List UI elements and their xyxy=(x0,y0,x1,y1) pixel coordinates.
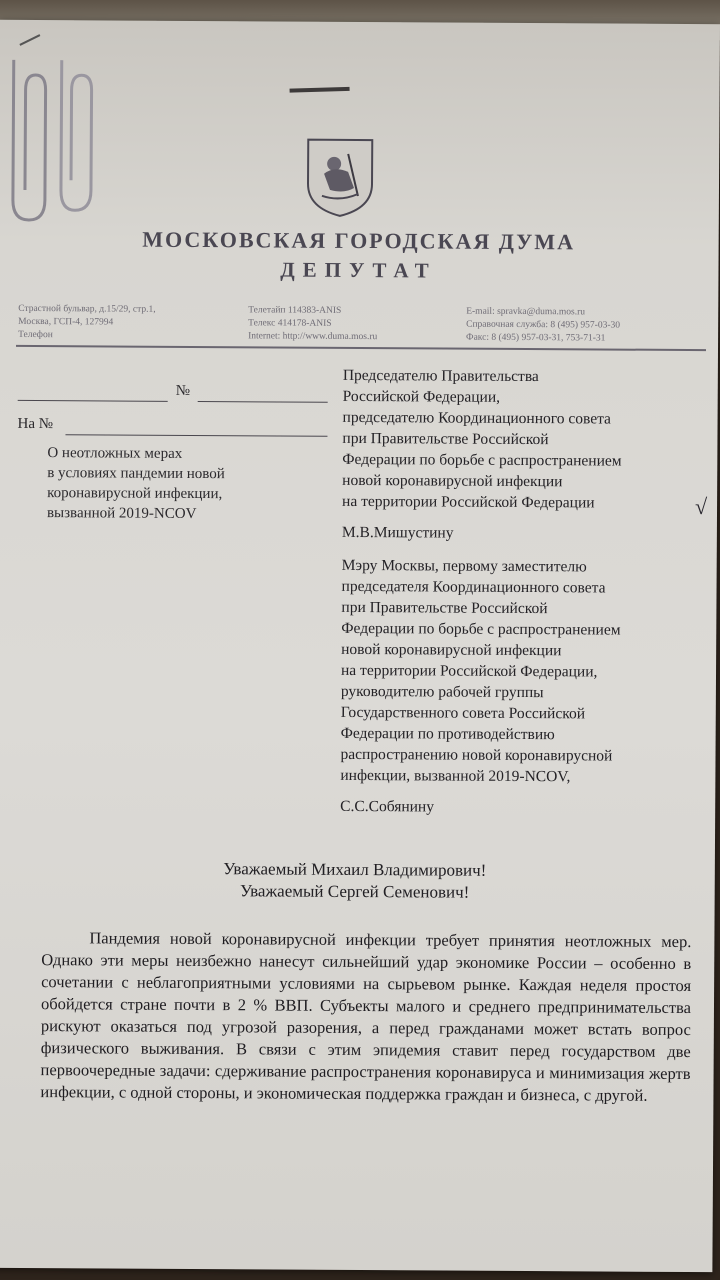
addressee-2 xyxy=(340,555,682,819)
addressee-line: Мэру Москвы, первому заместителю xyxy=(341,556,587,576)
moscow-coat-of-arms-icon xyxy=(304,136,376,218)
subject-line: вызванной 2019-NCOV xyxy=(46,505,197,523)
salutation-line-2: Уважаемый Сергей Семенович! xyxy=(239,881,470,902)
addressee-line: Председателю Правительства xyxy=(342,366,539,386)
subject-line: коронавирусной инфекции, xyxy=(47,485,223,503)
addressee-line: на территории Российской Федерации, xyxy=(340,661,598,681)
telex-line: Телекс 414178-ANIS xyxy=(248,318,332,329)
addressee-line: при Правительстве Российской xyxy=(341,598,548,618)
addressee-1 xyxy=(342,365,683,545)
number-label: № xyxy=(175,382,191,399)
addressee-line: Федерации по борьбе с распространением xyxy=(341,619,621,639)
address-line: Страстной бульвар, д.15/29, стр.1, xyxy=(18,303,156,315)
subject-line: в условиях пандемии новой xyxy=(47,465,225,483)
address-block xyxy=(18,303,156,343)
letter-page xyxy=(0,20,720,1272)
email-line: Факс: 8 (495) 957-03-31, 753-71-31 xyxy=(466,332,606,344)
number-line xyxy=(198,401,328,403)
addressee-name: М.В.Мишустину xyxy=(341,523,454,542)
reference-label: На № xyxy=(17,415,54,433)
org-subtitle: ДЕПУТАТ xyxy=(280,257,437,283)
addressee-line: руководителю рабочей группы xyxy=(340,682,544,702)
addressee-line: при Правительстве Российской xyxy=(342,429,549,449)
address-line: Москва, ГСП-4, 127994 xyxy=(18,316,114,328)
telex-line: Телетайп 114383-ANIS xyxy=(248,305,342,316)
reference-line xyxy=(65,434,327,437)
body-paragraph: Пандемия новой коронавирусной инфекции требует принятия неотложных мер. Однако эти меры неизбежно нанесут сильнейший удар экономике России – особенно в сочетании с неблагоприятными условиями на сырьевом рынке. Каждая неделя простоя обойдется стране почти в 2 % ВВП. Субъекты малого и среднего предпринимательства рискуют оказаться под угрозой разорения, а перед гражданами может встать вопрос физического выживания. В связи с этим эпидемия ставит перед государством две первоочередные задачи: сдерживание распространения коронавируса и минимизация жертв инфекции, с одной стороны, и экономическая поддержка граждан и бизнеса, с другой. xyxy=(40,928,692,1105)
email-line: Справочная служба: 8 (495) 957-03-30 xyxy=(466,319,621,331)
addressee-line: Федерации по борьбе с распространением xyxy=(342,450,622,470)
addressee-line: инфекции, вызванной 2019-NCOV, xyxy=(340,766,571,786)
org-title: МОСКОВСКАЯ ГОРОДСКАЯ ДУМА xyxy=(142,226,576,255)
addressee-line: председателю Координационного совета xyxy=(342,408,612,428)
letterhead-divider xyxy=(16,345,706,351)
pen-mark xyxy=(290,87,350,93)
addressee-line: Государственного совета Российской xyxy=(340,703,586,723)
subject-block xyxy=(47,443,287,524)
email-line: E-mail: spravka@duma.mos.ru xyxy=(466,306,586,318)
addressee-line: председателя Координационного совета xyxy=(341,577,606,597)
addressee-name: С.С.Собянину xyxy=(340,797,435,816)
checkmark: √ xyxy=(694,494,708,520)
telex-block xyxy=(248,304,377,344)
subject-line: О неотложных мерах xyxy=(47,445,183,462)
addressee-line: Федерации по противодействию xyxy=(340,724,555,744)
addressee-line: на территории Российской Федерации xyxy=(342,492,595,512)
addressee-line: распространению новой коронавирусной xyxy=(340,745,613,765)
paperclip-icon xyxy=(0,30,110,231)
email-block xyxy=(466,306,620,346)
addressee-line: Российской Федерации, xyxy=(342,387,501,406)
salutation-line-1: Уважаемый Михаил Владимирович! xyxy=(223,859,487,880)
telex-line: Internet: http://www.duma.mos.ru xyxy=(248,331,378,343)
addressee-line: новой коронавирусной инфекции xyxy=(341,640,562,660)
date-line xyxy=(18,400,168,402)
addressee-line: новой коронавирусной инфекции xyxy=(342,471,563,491)
address-line: Телефон xyxy=(18,329,53,341)
